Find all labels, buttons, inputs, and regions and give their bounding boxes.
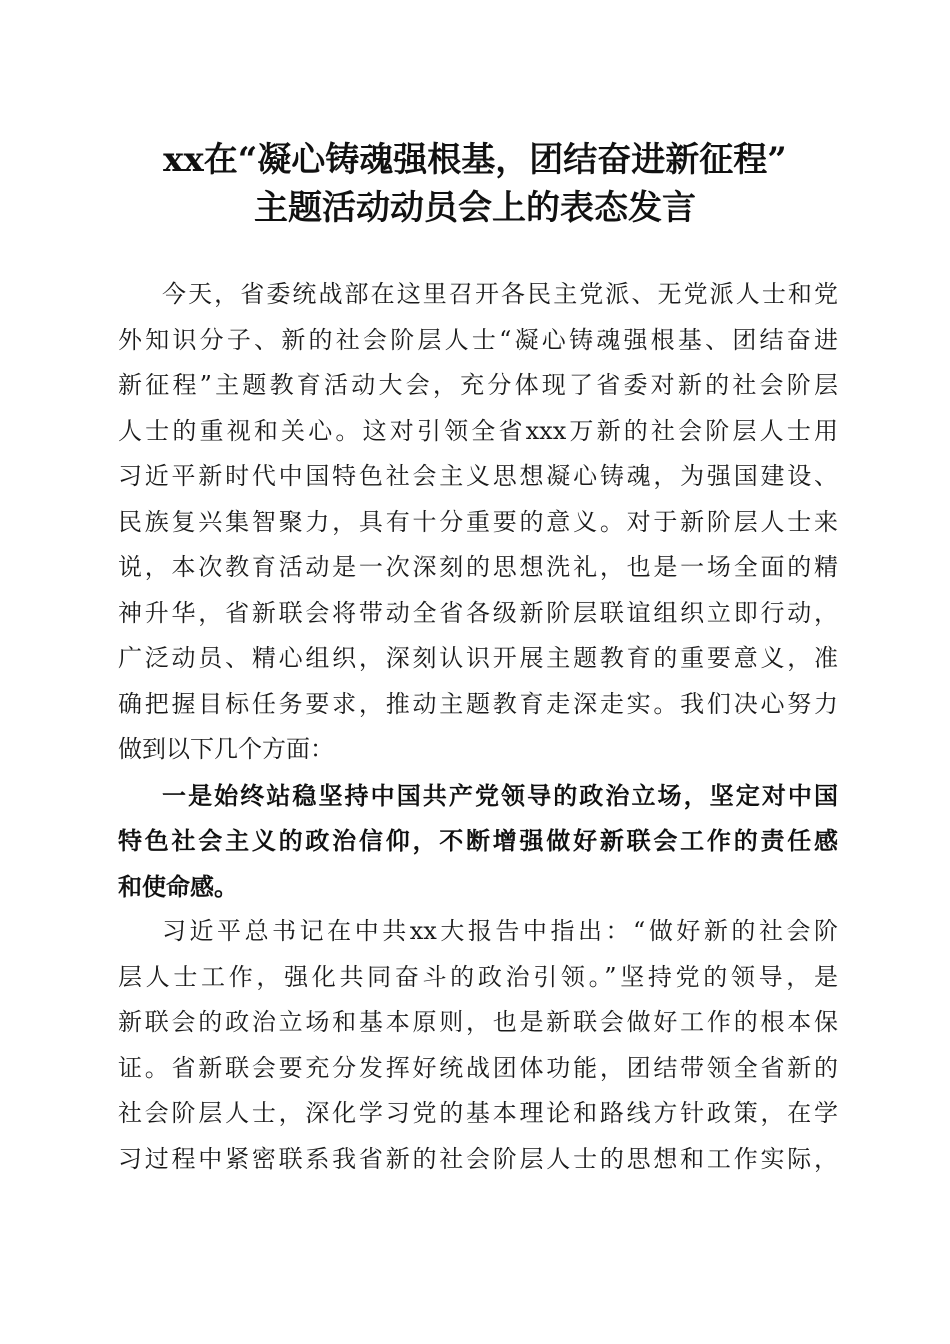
paragraph-line: 特色社会主义的政治信仰，不断增强做好新联会工作的责任感 xyxy=(118,826,838,855)
paragraph-line: 新联会的政治立场和基本原则，也是新联会做好工作的根本保 xyxy=(118,1008,838,1036)
paragraph-line: 新征程”主题教育活动大会，充分体现了省委对新的社会阶层 xyxy=(118,371,838,399)
paragraph-point-one xyxy=(118,773,838,910)
paragraph-line: 广泛动员、精心组织，深刻认识开展主题教育的重要意义，准 xyxy=(118,644,838,672)
document-body xyxy=(118,272,838,1182)
document-title-line-1: xx在“凝心铸魂强根基，团结奋进新征程” xyxy=(163,140,787,180)
paragraph-line: 层人士工作，强化共同奋斗的政治引领。”坚持党的领导，是 xyxy=(118,962,838,991)
paragraph-line: 和使命感。 xyxy=(118,871,238,901)
paragraph-line: 习近平总书记在中共xx大报告中指出：“做好新的社会阶 xyxy=(162,917,838,945)
paragraph-line: 习过程中紧密联系我省新的社会阶层人士的思想和工作实际， xyxy=(118,1144,838,1173)
document-title-line-2: 主题活动动员会上的表态发言 xyxy=(254,188,696,228)
paragraph-quote xyxy=(118,909,838,1182)
paragraph-line: 习近平新时代中国特色社会主义思想凝心铸魂，为强国建设、 xyxy=(118,462,838,490)
paragraph-line: 做到以下几个方面： xyxy=(118,735,334,763)
paragraph-line: 确把握目标任务要求，推动主题教育走深走实。我们决心努力 xyxy=(118,689,838,718)
paragraph-line: 民族复兴集智聚力，具有十分重要的意义。对于新阶层人士来 xyxy=(118,507,838,536)
paragraph-line: 人士的重视和关心。这对引领全省xxx万新的社会阶层人士用 xyxy=(118,416,838,445)
paragraph-line: 社会阶层人士，深化学习党的基本理论和路线方针政策，在学 xyxy=(118,1099,838,1127)
paragraph-line: 一是始终站稳坚持中国共产党领导的政治立场，坚定对中国 xyxy=(162,780,838,810)
paragraph-line: 说，本次教育活动是一次深刻的思想洗礼，也是一场全面的精 xyxy=(118,553,838,581)
paragraph-line: 今天，省委统战部在这里召开各民主党派、无党派人士和党 xyxy=(162,280,838,308)
paragraph-line: 外知识分子、新的社会阶层人士“凝心铸魂强根基、团结奋进 xyxy=(118,325,838,354)
paragraph-line: 证。省新联会要充分发挥好统战团体功能，团结带领全省新的 xyxy=(118,1053,838,1082)
paragraph-intro xyxy=(118,272,838,773)
paragraph-line: 神升华，省新联会将带动全省各级新阶层联谊组织立即行动， xyxy=(118,598,838,627)
